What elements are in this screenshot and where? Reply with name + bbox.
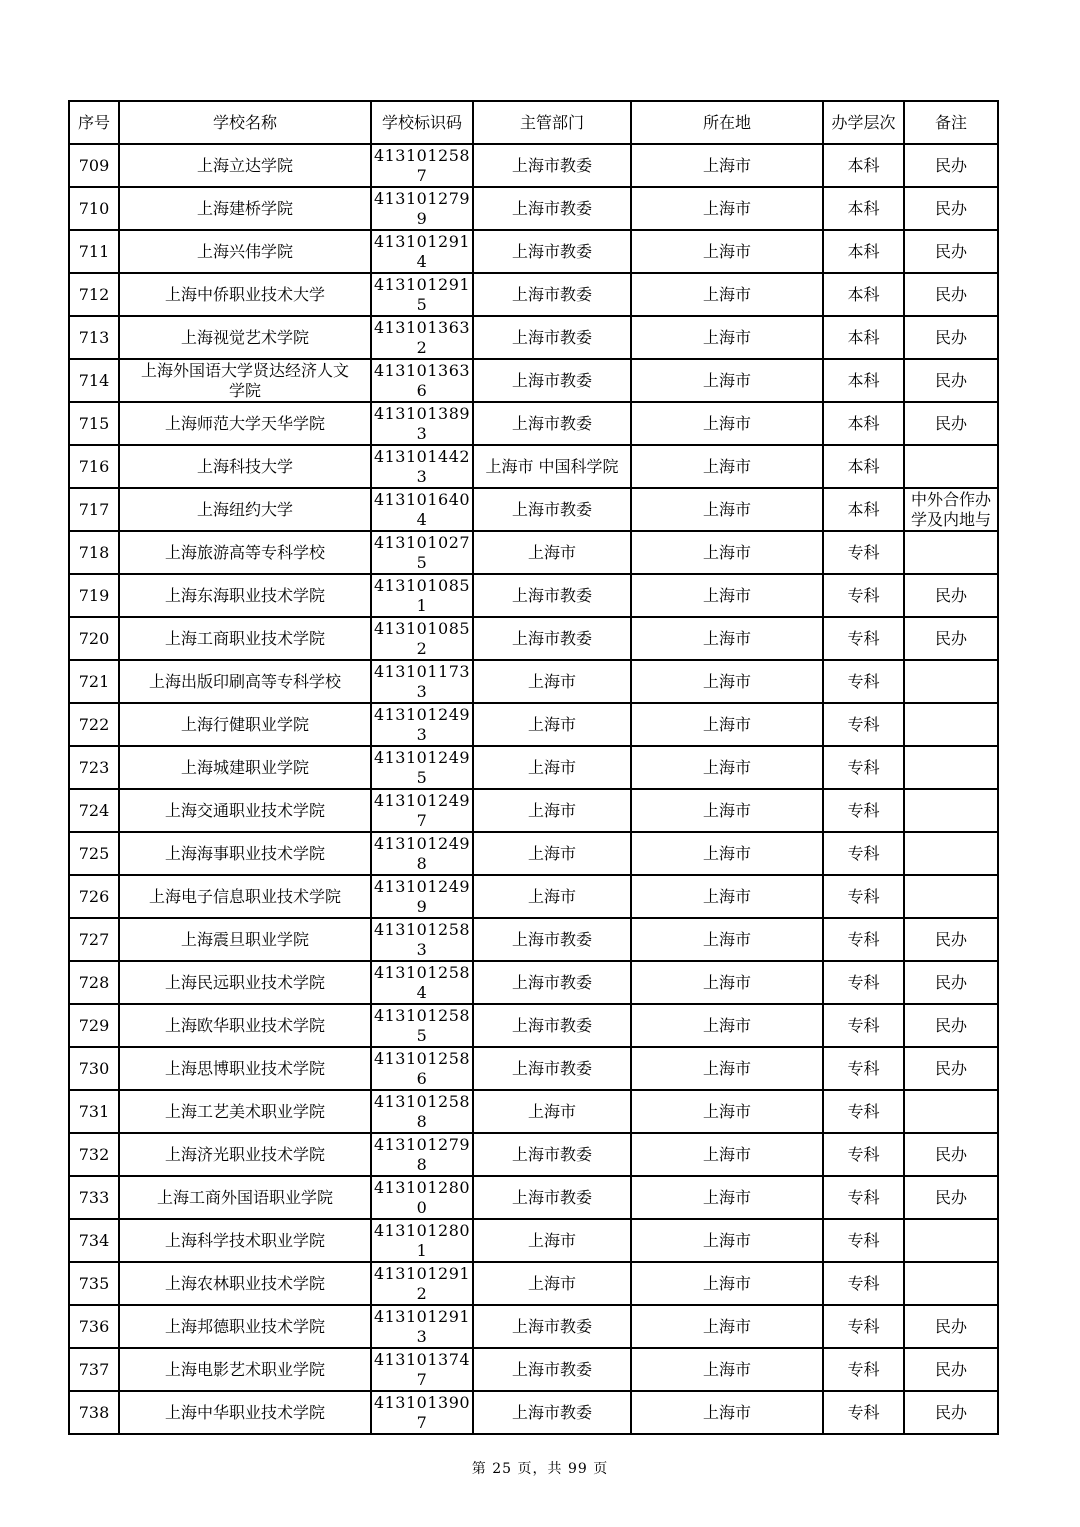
- cell-dept: 上海市: [473, 1219, 631, 1262]
- cell-location: 上海市: [631, 1219, 823, 1262]
- cell-remark: 民办: [904, 1348, 998, 1391]
- cell-location: 上海市: [631, 402, 823, 445]
- cell-no: 729: [69, 1004, 119, 1047]
- column-header: 序号: [69, 101, 119, 144]
- cell-dept: 上海市教委: [473, 402, 631, 445]
- cell-location: 上海市: [631, 1262, 823, 1305]
- cell-no: 718: [69, 531, 119, 574]
- table-row: [69, 531, 998, 574]
- cell-name: 上海立达学院: [119, 144, 371, 187]
- school-table: [68, 100, 999, 1435]
- cell-level: 专科: [823, 789, 904, 832]
- cell-dept: 上海市教委: [473, 488, 631, 531]
- cell-code: 4131012497: [371, 789, 473, 832]
- cell-level: 专科: [823, 703, 904, 746]
- cell-level: 专科: [823, 875, 904, 918]
- cell-remark: 民办: [904, 617, 998, 660]
- table-row: [69, 1348, 998, 1391]
- cell-location: 上海市: [631, 1004, 823, 1047]
- cell-no: 727: [69, 918, 119, 961]
- cell-name: 上海中华职业技术学院: [119, 1391, 371, 1434]
- cell-name: 上海行健职业学院: [119, 703, 371, 746]
- cell-name: 上海电子信息职业技术学院: [119, 875, 371, 918]
- table-row: [69, 703, 998, 746]
- cell-remark: 民办: [904, 1391, 998, 1434]
- cell-code: 4131012799: [371, 187, 473, 230]
- cell-code: 4131012584: [371, 961, 473, 1004]
- cell-level: 专科: [823, 1090, 904, 1133]
- cell-dept: 上海市教委: [473, 359, 631, 402]
- cell-level: 专科: [823, 1133, 904, 1176]
- cell-dept: 上海市教委: [473, 230, 631, 273]
- cell-code: 4131011733: [371, 660, 473, 703]
- cell-no: 709: [69, 144, 119, 187]
- cell-dept: 上海市教委: [473, 1176, 631, 1219]
- cell-no: 726: [69, 875, 119, 918]
- cell-no: 719: [69, 574, 119, 617]
- cell-location: 上海市: [631, 574, 823, 617]
- cell-no: 714: [69, 359, 119, 402]
- cell-level: 专科: [823, 617, 904, 660]
- cell-dept: 上海市教委: [473, 617, 631, 660]
- cell-remark: 民办: [904, 230, 998, 273]
- cell-location: 上海市: [631, 1305, 823, 1348]
- cell-remark: 民办: [904, 273, 998, 316]
- cell-location: 上海市: [631, 230, 823, 273]
- cell-code: 4131013747: [371, 1348, 473, 1391]
- column-header: 备注: [904, 101, 998, 144]
- cell-remark: 民办: [904, 1047, 998, 1090]
- cell-no: 717: [69, 488, 119, 531]
- cell-level: 专科: [823, 1262, 904, 1305]
- table-row: [69, 617, 998, 660]
- cell-code: 4131012587: [371, 144, 473, 187]
- cell-location: 上海市: [631, 789, 823, 832]
- cell-dept: 上海市: [473, 660, 631, 703]
- cell-code: 4131013636: [371, 359, 473, 402]
- cell-name: 上海海事职业技术学院: [119, 832, 371, 875]
- cell-remark: 民办: [904, 574, 998, 617]
- cell-code: 4131010275: [371, 531, 473, 574]
- cell-remark: 民办: [904, 1133, 998, 1176]
- cell-code: 4131012586: [371, 1047, 473, 1090]
- table-row: [69, 832, 998, 875]
- cell-no: 723: [69, 746, 119, 789]
- table-row: [69, 273, 998, 316]
- cell-level: 专科: [823, 1391, 904, 1434]
- cell-code: 4131013893: [371, 402, 473, 445]
- cell-remark: 民办: [904, 1305, 998, 1348]
- cell-code: 4131012499: [371, 875, 473, 918]
- column-header: 所在地: [631, 101, 823, 144]
- cell-no: 720: [69, 617, 119, 660]
- cell-dept: 上海市教委: [473, 316, 631, 359]
- cell-name: 上海震旦职业学院: [119, 918, 371, 961]
- cell-remark: [904, 1219, 998, 1262]
- cell-name: 上海中侨职业技术大学: [119, 273, 371, 316]
- cell-level: 专科: [823, 1004, 904, 1047]
- table-row: [69, 1391, 998, 1434]
- cell-location: 上海市: [631, 746, 823, 789]
- cell-name: 上海工商职业技术学院: [119, 617, 371, 660]
- cell-remark: [904, 660, 998, 703]
- cell-no: 725: [69, 832, 119, 875]
- cell-name: 上海出版印刷高等专科学校: [119, 660, 371, 703]
- cell-code: 4131012914: [371, 230, 473, 273]
- cell-no: 733: [69, 1176, 119, 1219]
- cell-remark: [904, 1090, 998, 1133]
- cell-no: 712: [69, 273, 119, 316]
- cell-level: 本科: [823, 187, 904, 230]
- cell-level: 专科: [823, 660, 904, 703]
- cell-remark: 民办: [904, 402, 998, 445]
- table-row: [69, 1133, 998, 1176]
- cell-no: 735: [69, 1262, 119, 1305]
- cell-name: 上海济光职业技术学院: [119, 1133, 371, 1176]
- cell-code: 4131012495: [371, 746, 473, 789]
- cell-name: 上海思博职业技术学院: [119, 1047, 371, 1090]
- cell-code: 4131012912: [371, 1262, 473, 1305]
- cell-no: 728: [69, 961, 119, 1004]
- cell-name: 上海视觉艺术学院: [119, 316, 371, 359]
- cell-remark: [904, 445, 998, 488]
- cell-no: 732: [69, 1133, 119, 1176]
- table-row: [69, 144, 998, 187]
- cell-level: 专科: [823, 1176, 904, 1219]
- cell-remark: [904, 531, 998, 574]
- table-header-row: [69, 101, 998, 144]
- cell-code: 4131012493: [371, 703, 473, 746]
- cell-dept: 上海市教委: [473, 961, 631, 1004]
- table-row: [69, 402, 998, 445]
- cell-no: 724: [69, 789, 119, 832]
- cell-no: 715: [69, 402, 119, 445]
- cell-code: 4131014423: [371, 445, 473, 488]
- table-row: [69, 316, 998, 359]
- cell-dept: 上海市: [473, 531, 631, 574]
- table-body: [69, 144, 998, 1434]
- cell-code: 4131012588: [371, 1090, 473, 1133]
- cell-location: 上海市: [631, 703, 823, 746]
- table-row: [69, 1305, 998, 1348]
- cell-no: 722: [69, 703, 119, 746]
- cell-location: 上海市: [631, 617, 823, 660]
- cell-no: 734: [69, 1219, 119, 1262]
- cell-name: 上海交通职业技术学院: [119, 789, 371, 832]
- cell-level: 专科: [823, 832, 904, 875]
- cell-location: 上海市: [631, 144, 823, 187]
- cell-no: 736: [69, 1305, 119, 1348]
- cell-remark: [904, 875, 998, 918]
- cell-code: 4131013907: [371, 1391, 473, 1434]
- cell-remark: 中外合作办学及内地与: [904, 488, 998, 531]
- cell-remark: 民办: [904, 961, 998, 1004]
- cell-level: 本科: [823, 273, 904, 316]
- table-row: [69, 746, 998, 789]
- cell-location: 上海市: [631, 961, 823, 1004]
- cell-level: 本科: [823, 144, 904, 187]
- cell-location: 上海市: [631, 359, 823, 402]
- cell-dept: 上海市教委: [473, 1004, 631, 1047]
- column-header: 主管部门: [473, 101, 631, 144]
- cell-level: 本科: [823, 359, 904, 402]
- cell-name: 上海工艺美术职业学院: [119, 1090, 371, 1133]
- table-row: [69, 574, 998, 617]
- cell-level: 专科: [823, 574, 904, 617]
- cell-no: 710: [69, 187, 119, 230]
- cell-name: 上海旅游高等专科学校: [119, 531, 371, 574]
- cell-no: 711: [69, 230, 119, 273]
- table-row: [69, 445, 998, 488]
- cell-location: 上海市: [631, 531, 823, 574]
- cell-remark: 民办: [904, 359, 998, 402]
- cell-dept: 上海市教委: [473, 144, 631, 187]
- cell-name: 上海邦德职业技术学院: [119, 1305, 371, 1348]
- cell-level: 本科: [823, 488, 904, 531]
- table-row: [69, 230, 998, 273]
- cell-code: 4131012798: [371, 1133, 473, 1176]
- cell-name: 上海电影艺术职业学院: [119, 1348, 371, 1391]
- table-row: [69, 1090, 998, 1133]
- cell-dept: 上海市: [473, 746, 631, 789]
- cell-remark: [904, 746, 998, 789]
- page-number-footer: 第 25 页，共 99 页: [471, 1461, 609, 1477]
- table-row: [69, 1047, 998, 1090]
- cell-name: 上海纽约大学: [119, 488, 371, 531]
- cell-code: 4131012913: [371, 1305, 473, 1348]
- cell-location: 上海市: [631, 1133, 823, 1176]
- cell-location: 上海市: [631, 1176, 823, 1219]
- cell-name: 上海外国语大学贤达经济人文学院: [119, 359, 371, 402]
- column-header: 学校标识码: [371, 101, 473, 144]
- cell-no: 731: [69, 1090, 119, 1133]
- cell-level: 专科: [823, 1305, 904, 1348]
- cell-code: 4131012800: [371, 1176, 473, 1219]
- cell-level: 本科: [823, 402, 904, 445]
- cell-name: 上海工商外国语职业学院: [119, 1176, 371, 1219]
- cell-location: 上海市: [631, 316, 823, 359]
- cell-dept: 上海市教委: [473, 187, 631, 230]
- column-header: 学校名称: [119, 101, 371, 144]
- cell-code: 4131012801: [371, 1219, 473, 1262]
- cell-dept: 上海市教委: [473, 1047, 631, 1090]
- cell-code: 4131013632: [371, 316, 473, 359]
- cell-name: 上海农林职业技术学院: [119, 1262, 371, 1305]
- cell-dept: 上海市教委: [473, 1133, 631, 1176]
- cell-dept: 上海市 中国科学院: [473, 445, 631, 488]
- cell-location: 上海市: [631, 918, 823, 961]
- cell-no: 730: [69, 1047, 119, 1090]
- cell-level: 本科: [823, 445, 904, 488]
- cell-remark: [904, 703, 998, 746]
- cell-dept: 上海市: [473, 1262, 631, 1305]
- cell-level: 专科: [823, 1219, 904, 1262]
- cell-name: 上海师范大学天华学院: [119, 402, 371, 445]
- cell-code: 4131012498: [371, 832, 473, 875]
- cell-dept: 上海市教委: [473, 574, 631, 617]
- cell-name: 上海民远职业技术学院: [119, 961, 371, 1004]
- cell-name: 上海东海职业技术学院: [119, 574, 371, 617]
- cell-remark: 民办: [904, 316, 998, 359]
- cell-dept: 上海市: [473, 703, 631, 746]
- cell-name: 上海建桥学院: [119, 187, 371, 230]
- table-row: [69, 1219, 998, 1262]
- cell-remark: 民办: [904, 1004, 998, 1047]
- cell-code: 4131012583: [371, 918, 473, 961]
- cell-name: 上海欧华职业技术学院: [119, 1004, 371, 1047]
- cell-level: 专科: [823, 746, 904, 789]
- cell-dept: 上海市: [473, 875, 631, 918]
- table-row: [69, 1004, 998, 1047]
- cell-remark: 民办: [904, 1176, 998, 1219]
- cell-level: 专科: [823, 961, 904, 1004]
- cell-level: 本科: [823, 230, 904, 273]
- cell-name: 上海城建职业学院: [119, 746, 371, 789]
- cell-no: 737: [69, 1348, 119, 1391]
- cell-level: 专科: [823, 1047, 904, 1090]
- cell-no: 721: [69, 660, 119, 703]
- cell-dept: 上海市: [473, 832, 631, 875]
- cell-code: 4131016404: [371, 488, 473, 531]
- cell-no: 716: [69, 445, 119, 488]
- cell-location: 上海市: [631, 1391, 823, 1434]
- cell-location: 上海市: [631, 445, 823, 488]
- cell-location: 上海市: [631, 273, 823, 316]
- table-row: [69, 488, 998, 531]
- table-row: [69, 1176, 998, 1219]
- cell-dept: 上海市教委: [473, 918, 631, 961]
- cell-no: 713: [69, 316, 119, 359]
- table-row: [69, 359, 998, 402]
- table-row: [69, 875, 998, 918]
- cell-remark: 民办: [904, 918, 998, 961]
- cell-remark: 民办: [904, 144, 998, 187]
- cell-name: 上海科技大学: [119, 445, 371, 488]
- cell-code: 4131010851: [371, 574, 473, 617]
- cell-level: 专科: [823, 918, 904, 961]
- table-row: [69, 789, 998, 832]
- cell-name: 上海科学技术职业学院: [119, 1219, 371, 1262]
- cell-code: 4131012585: [371, 1004, 473, 1047]
- cell-dept: 上海市教委: [473, 1348, 631, 1391]
- column-header: 办学层次: [823, 101, 904, 144]
- cell-dept: 上海市: [473, 789, 631, 832]
- table-row: [69, 187, 998, 230]
- cell-location: 上海市: [631, 660, 823, 703]
- cell-level: 专科: [823, 1348, 904, 1391]
- cell-location: 上海市: [631, 187, 823, 230]
- cell-code: 4131012915: [371, 273, 473, 316]
- cell-remark: [904, 1262, 998, 1305]
- cell-remark: [904, 832, 998, 875]
- cell-level: 专科: [823, 531, 904, 574]
- cell-location: 上海市: [631, 875, 823, 918]
- cell-dept: 上海市教委: [473, 273, 631, 316]
- cell-no: 738: [69, 1391, 119, 1434]
- table-row: [69, 918, 998, 961]
- cell-dept: 上海市教委: [473, 1305, 631, 1348]
- cell-location: 上海市: [631, 1047, 823, 1090]
- cell-dept: 上海市教委: [473, 1391, 631, 1434]
- cell-remark: [904, 789, 998, 832]
- table-row: [69, 660, 998, 703]
- cell-remark: 民办: [904, 187, 998, 230]
- cell-location: 上海市: [631, 488, 823, 531]
- cell-location: 上海市: [631, 1348, 823, 1391]
- table-row: [69, 961, 998, 1004]
- cell-location: 上海市: [631, 832, 823, 875]
- cell-level: 本科: [823, 316, 904, 359]
- table-row: [69, 1262, 998, 1305]
- cell-code: 4131010852: [371, 617, 473, 660]
- cell-name: 上海兴伟学院: [119, 230, 371, 273]
- cell-dept: 上海市: [473, 1090, 631, 1133]
- cell-location: 上海市: [631, 1090, 823, 1133]
